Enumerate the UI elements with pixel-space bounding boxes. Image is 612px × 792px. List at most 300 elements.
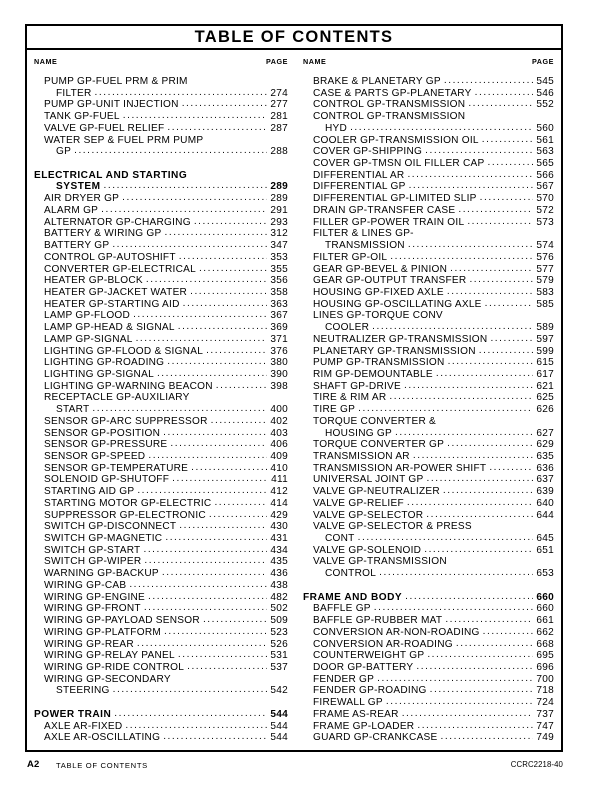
toc-entry-page: 312 bbox=[270, 228, 288, 240]
toc-entry[interactable] bbox=[34, 321, 288, 333]
toc-section-heading[interactable] bbox=[303, 591, 554, 603]
toc-entry-page: 560 bbox=[536, 122, 554, 134]
toc-leader-dots bbox=[144, 602, 267, 611]
toc-entry-page: 376 bbox=[270, 345, 288, 357]
toc-entry[interactable] bbox=[303, 251, 554, 263]
toc-entry[interactable] bbox=[34, 216, 288, 228]
toc-entry-page: 737 bbox=[536, 708, 554, 720]
toc-leader-dots bbox=[179, 520, 267, 529]
toc-entry-name: FILTER bbox=[56, 87, 92, 99]
toc-leader-dots bbox=[125, 720, 267, 729]
toc-entry[interactable] bbox=[303, 122, 554, 134]
toc-leader-dots bbox=[447, 286, 533, 295]
toc-leader-dots bbox=[483, 626, 533, 635]
toc-leader-dots bbox=[386, 696, 533, 705]
toc-entry[interactable] bbox=[34, 579, 288, 591]
toc-entry[interactable] bbox=[303, 286, 554, 298]
toc-entry-name: HEATER GP-BLOCK bbox=[44, 275, 143, 286]
toc-leader-dots bbox=[450, 263, 533, 272]
toc-entry-page: 635 bbox=[536, 451, 554, 462]
toc-section-heading[interactable] bbox=[34, 180, 288, 192]
toc-leader-dots bbox=[143, 544, 267, 553]
toc-entry[interactable] bbox=[303, 497, 554, 509]
toc-entry-name: WIRING GP-PAYLOAD SENSOR bbox=[44, 615, 200, 626]
toc-leader-dots bbox=[441, 731, 533, 740]
toc-entry[interactable] bbox=[303, 180, 554, 192]
toc-entry[interactable] bbox=[34, 509, 288, 521]
toc-entry-page: 287 bbox=[270, 122, 288, 134]
toc-leader-dots bbox=[316, 579, 533, 588]
toc-entry-name: SWITCH GP-START bbox=[44, 544, 141, 556]
toc-entry[interactable] bbox=[34, 638, 288, 650]
toc-entry[interactable] bbox=[34, 497, 288, 509]
toc-leader-dots bbox=[162, 567, 267, 576]
toc-entry[interactable] bbox=[34, 591, 288, 603]
toc-leader-dots bbox=[402, 708, 533, 717]
toc-entry[interactable] bbox=[303, 673, 554, 685]
toc-entry-name: SWITCH GP-WIPER bbox=[44, 556, 142, 568]
toc-entry[interactable] bbox=[303, 555, 554, 567]
toc-leader-dots bbox=[216, 380, 267, 389]
toc-entry[interactable] bbox=[303, 192, 554, 204]
toc-entry[interactable] bbox=[34, 87, 288, 99]
toc-entry-page: 621 bbox=[536, 380, 554, 392]
toc-entry[interactable] bbox=[34, 614, 288, 626]
left-column-header bbox=[34, 57, 288, 66]
toc-entry[interactable] bbox=[303, 520, 554, 532]
toc-leader-dots bbox=[114, 708, 267, 717]
toc-entry-page: 615 bbox=[536, 357, 554, 368]
toc-leader-dots bbox=[206, 134, 267, 143]
toc-entry[interactable] bbox=[34, 75, 288, 87]
toc-leader-dots bbox=[430, 684, 533, 693]
toc-entry-page: 438 bbox=[270, 579, 288, 591]
toc-entry[interactable] bbox=[303, 380, 554, 392]
toc-leader-dots bbox=[489, 462, 533, 471]
toc-entry-page: 573 bbox=[536, 216, 554, 228]
toc-entry[interactable] bbox=[34, 544, 288, 556]
toc-entry[interactable] bbox=[303, 731, 554, 743]
toc-entry[interactable] bbox=[34, 626, 288, 638]
toc-entry[interactable] bbox=[303, 145, 554, 157]
toc-entry[interactable] bbox=[303, 134, 554, 146]
toc-entry-name: RECEPTACLE GP-AUXILIARY bbox=[44, 392, 190, 404]
toc-entry-name: LIGHTING GP-WARNING BEACON bbox=[44, 380, 213, 392]
toc-entry-page: 724 bbox=[536, 697, 554, 708]
toc-leader-dots bbox=[174, 673, 267, 682]
toc-entry-page: 639 bbox=[536, 486, 554, 497]
toc-entry-name: LINES GP-TORQUE CONV bbox=[313, 310, 443, 322]
toc-entry[interactable] bbox=[303, 696, 554, 708]
toc-entry-name: CONTROL GP-TRANSMISSION bbox=[313, 111, 466, 122]
toc-entry[interactable] bbox=[34, 520, 288, 532]
toc-entry[interactable] bbox=[34, 274, 288, 286]
contents-columns bbox=[27, 50, 561, 750]
toc-entry-name: WIRING GP-ENGINE bbox=[44, 591, 146, 603]
toc-entry-name: POWER TRAIN bbox=[34, 708, 112, 720]
toc-entry[interactable] bbox=[34, 309, 288, 321]
toc-entry-page: 570 bbox=[536, 193, 554, 204]
toc-leader-dots bbox=[372, 321, 533, 330]
toc-entry[interactable] bbox=[34, 673, 288, 685]
toc-entry-name: PUMP GP-FUEL PRM & PRIM bbox=[44, 76, 188, 87]
toc-entry-page: 356 bbox=[270, 275, 288, 286]
toc-leader-dots bbox=[379, 567, 533, 576]
toc-leader-dots bbox=[358, 403, 533, 412]
toc-leader-dots bbox=[164, 227, 267, 236]
toc-entry[interactable] bbox=[34, 450, 288, 462]
toc-entry[interactable] bbox=[303, 239, 554, 251]
toc-leader-dots bbox=[417, 720, 533, 729]
right-header-page: PAGE bbox=[531, 57, 554, 66]
toc-entry-name: WIRING GP-FRONT bbox=[44, 603, 141, 615]
toc-entry-page: 542 bbox=[270, 685, 288, 697]
toc-entry-name: ALTERNATOR GP-CHARGING bbox=[44, 216, 191, 228]
toc-entry-name: HEATER GP-JACKET WATER bbox=[44, 286, 188, 298]
footer-document-code: CCRC2218-40 bbox=[510, 760, 563, 769]
toc-entry[interactable] bbox=[303, 567, 554, 579]
toc-entry-page: 749 bbox=[536, 732, 554, 743]
toc-entry-page: 435 bbox=[270, 556, 288, 568]
toc-entry-page: 640 bbox=[536, 497, 554, 509]
toc-entry[interactable] bbox=[303, 485, 554, 497]
toc-entry-name: ELECTRICAL AND STARTING bbox=[34, 169, 188, 181]
toc-entry[interactable] bbox=[34, 134, 288, 146]
toc-entry-name: FRAME GP-LOADER bbox=[313, 720, 415, 732]
toc-entry[interactable] bbox=[303, 427, 554, 439]
toc-entry[interactable] bbox=[34, 473, 288, 485]
toc-entry[interactable] bbox=[34, 298, 288, 310]
toc-entry-name: COVER GP-TMSN OIL FILLER CAP bbox=[313, 158, 485, 169]
toc-entry[interactable] bbox=[303, 98, 554, 110]
toc-leader-dots bbox=[191, 75, 267, 84]
toc-entry-page: 561 bbox=[536, 134, 554, 146]
toc-entry[interactable] bbox=[303, 169, 554, 181]
toc-entry-name: TRANSMISSION AR-POWER SHIFT bbox=[313, 462, 487, 474]
toc-leader-dots bbox=[377, 673, 533, 682]
toc-entry-page: 509 bbox=[270, 615, 288, 626]
toc-entry-name: TIRE & RIM AR bbox=[313, 392, 387, 404]
toc-entry[interactable] bbox=[34, 415, 288, 427]
toc-entry-page: 367 bbox=[270, 310, 288, 322]
toc-entry-page: 434 bbox=[270, 544, 288, 556]
toc-entry[interactable] bbox=[34, 602, 288, 614]
toc-entry-name: FRAME AND BODY bbox=[303, 591, 403, 603]
toc-entry-name: CONVERSION AR-NON-ROADING bbox=[313, 626, 480, 638]
toc-entry-page: 411 bbox=[271, 474, 288, 486]
toc-leader-dots bbox=[122, 192, 267, 201]
toc-leader-dots bbox=[468, 98, 533, 107]
toc-entry-page: 747 bbox=[536, 720, 554, 732]
toc-entry[interactable] bbox=[303, 473, 554, 485]
toc-entry-page: 380 bbox=[270, 357, 288, 368]
toc-entry[interactable] bbox=[303, 87, 554, 99]
toc-entry-name: FILTER & LINES GP- bbox=[313, 228, 414, 240]
toc-entry-name: COOLER bbox=[325, 322, 370, 333]
toc-entry-page: 291 bbox=[270, 204, 288, 216]
toc-leader-dots bbox=[404, 380, 533, 389]
toc-entry[interactable] bbox=[303, 438, 554, 450]
toc-leader-dots bbox=[485, 298, 533, 307]
toc-entry[interactable] bbox=[34, 391, 288, 403]
toc-entry[interactable] bbox=[34, 239, 288, 251]
toc-entry[interactable] bbox=[34, 333, 288, 345]
toc-entry-page: 274 bbox=[270, 87, 288, 99]
toc-entry[interactable] bbox=[303, 602, 554, 614]
toc-entry[interactable] bbox=[34, 649, 288, 661]
toc-entry[interactable] bbox=[303, 415, 554, 427]
toc-entry[interactable] bbox=[303, 391, 554, 403]
toc-entry[interactable] bbox=[34, 122, 288, 134]
toc-entry-name: SENSOR GP-PRESSURE bbox=[44, 439, 168, 450]
toc-entry-page: 369 bbox=[270, 322, 288, 333]
toc-leader-dots bbox=[409, 180, 533, 189]
toc-entry-page: 358 bbox=[270, 286, 288, 298]
toc-entry[interactable] bbox=[303, 309, 554, 321]
toc-leader-dots bbox=[172, 473, 267, 482]
toc-entry-page: 436 bbox=[270, 568, 288, 579]
toc-section-heading[interactable] bbox=[34, 169, 288, 181]
toc-entry-page: 390 bbox=[270, 368, 288, 380]
toc-section-heading[interactable] bbox=[34, 708, 288, 720]
toc-entry[interactable] bbox=[303, 263, 554, 275]
toc-entry[interactable] bbox=[34, 661, 288, 673]
toc-entry-name: CONT bbox=[325, 533, 355, 544]
toc-entry[interactable] bbox=[34, 251, 288, 263]
toc-leader-dots bbox=[137, 638, 267, 647]
toc-leader-dots bbox=[148, 591, 267, 600]
toc-entry[interactable] bbox=[303, 626, 554, 638]
toc-leader-dots bbox=[203, 614, 267, 623]
toc-leader-dots bbox=[157, 368, 267, 377]
toc-leader-dots bbox=[475, 520, 533, 529]
toc-entry-name: COVER GP-SHIPPING bbox=[313, 146, 423, 158]
toc-entry-page: 661 bbox=[536, 615, 554, 626]
toc-entry[interactable] bbox=[34, 98, 288, 110]
toc-entry-name: WIRING GP-REAR bbox=[44, 638, 134, 650]
toc-entry-name: HOUSING GP-OSCILLATING AXLE bbox=[313, 298, 482, 310]
toc-entry[interactable] bbox=[34, 403, 288, 415]
toc-leader-dots bbox=[183, 298, 267, 307]
toc-entry-name: COUNTERWEIGHT GP bbox=[313, 650, 425, 661]
toc-entry-name: FENDER GP-ROADING bbox=[313, 685, 427, 697]
toc-entry-name: HOUSING GP bbox=[325, 427, 392, 439]
toc-entry[interactable] bbox=[303, 356, 554, 368]
toc-entry[interactable] bbox=[34, 532, 288, 544]
toc-entry-name: GP bbox=[56, 146, 72, 158]
toc-spacer bbox=[34, 696, 288, 708]
toc-entry[interactable] bbox=[303, 661, 554, 673]
toc-leader-dots bbox=[165, 532, 267, 541]
toc-entry-page: 371 bbox=[270, 333, 288, 345]
toc-entry[interactable] bbox=[303, 345, 554, 357]
toc-entry[interactable] bbox=[34, 462, 288, 474]
toc-leader-dots bbox=[113, 684, 267, 693]
toc-leader-dots bbox=[47, 696, 267, 705]
toc-leader-dots bbox=[424, 544, 533, 553]
toc-entry[interactable] bbox=[34, 263, 288, 275]
toc-entry-page: 537 bbox=[270, 661, 288, 673]
toc-leader-dots bbox=[187, 661, 267, 670]
toc-leader-dots bbox=[427, 649, 533, 658]
toc-entry-page: 430 bbox=[270, 521, 288, 533]
toc-entry[interactable] bbox=[303, 403, 554, 415]
toc-entry[interactable] bbox=[303, 450, 554, 462]
toc-entry-name: HEATER GP-STARTING AID bbox=[44, 298, 180, 310]
toc-entry-name: FILLER GP-POWER TRAIN OIL bbox=[313, 216, 465, 228]
toc-entry[interactable] bbox=[303, 157, 554, 169]
toc-entry-page: 617 bbox=[536, 368, 554, 380]
toc-entry[interactable] bbox=[303, 227, 554, 239]
toc-entry-name: WIRING GP-RELAY PANEL bbox=[44, 650, 175, 661]
toc-entry-name: FENDER GP bbox=[313, 673, 375, 685]
toc-entry[interactable] bbox=[303, 462, 554, 474]
toc-entry-name: LAMP GP-SIGNAL bbox=[44, 333, 133, 345]
toc-entry[interactable] bbox=[34, 485, 288, 497]
toc-entry-name: SENSOR GP-TEMPERATURE bbox=[44, 462, 189, 474]
toc-entry[interactable] bbox=[34, 145, 288, 157]
toc-entry-page: 526 bbox=[270, 638, 288, 650]
toc-entry-page: 277 bbox=[270, 99, 288, 111]
toc-entry-name: PUMP GP-TRANSMISSION bbox=[313, 357, 445, 368]
toc-entry[interactable] bbox=[303, 216, 554, 228]
toc-entry-page: 398 bbox=[270, 380, 288, 392]
right-entry-list bbox=[303, 75, 554, 743]
table-of-contents-box bbox=[25, 24, 563, 752]
page-footer bbox=[25, 759, 563, 773]
toc-entry[interactable] bbox=[34, 110, 288, 122]
toc-entry[interactable] bbox=[303, 649, 554, 661]
toc-entry-name: CONTROL bbox=[325, 568, 377, 579]
toc-entry[interactable] bbox=[303, 204, 554, 216]
toc-entry[interactable] bbox=[303, 110, 554, 122]
toc-leader-dots bbox=[95, 87, 267, 96]
toc-entry[interactable] bbox=[303, 509, 554, 521]
toc-entry[interactable] bbox=[34, 286, 288, 298]
toc-leader-dots bbox=[190, 286, 267, 295]
toc-leader-dots bbox=[133, 309, 267, 318]
toc-leader-dots bbox=[190, 169, 267, 178]
toc-entry-name: COOLER GP-TRANSMISSION OIL bbox=[313, 134, 479, 146]
toc-leader-dots bbox=[408, 239, 533, 248]
toc-entry-name: CONTROL GP-AUTOSHIFT bbox=[44, 251, 176, 263]
toc-leader-dots bbox=[191, 462, 267, 471]
toc-entry-name: SWITCH GP-DISCONNECT bbox=[44, 521, 177, 533]
toc-entry-page: 567 bbox=[536, 181, 554, 193]
toc-entry[interactable] bbox=[34, 192, 288, 204]
toc-leader-dots bbox=[92, 403, 267, 412]
toc-entry[interactable] bbox=[34, 356, 288, 368]
toc-leader-dots bbox=[167, 356, 267, 365]
toc-entry-name: BATTERY & WIRING GP bbox=[44, 228, 162, 240]
toc-entry-name: GEAR GP-OUTPUT TRANSFER bbox=[313, 275, 467, 286]
toc-entry-name: VALVE GP-TRANSMISSION bbox=[313, 556, 447, 568]
toc-entry[interactable] bbox=[34, 684, 288, 696]
toc-entry[interactable] bbox=[34, 380, 288, 392]
toc-entry[interactable] bbox=[34, 345, 288, 357]
toc-spacer bbox=[303, 579, 554, 591]
toc-entry-page: 545 bbox=[536, 76, 554, 87]
toc-entry[interactable] bbox=[34, 555, 288, 567]
toc-entry-page: 353 bbox=[270, 251, 288, 263]
toc-leader-dots bbox=[488, 157, 533, 166]
toc-entry-page: 579 bbox=[536, 275, 554, 286]
toc-entry-page: 410 bbox=[270, 462, 288, 474]
toc-entry[interactable] bbox=[303, 321, 554, 333]
toc-entry-page: 589 bbox=[536, 322, 554, 333]
toc-entry-page: 409 bbox=[270, 451, 288, 462]
toc-entry-page: 431 bbox=[270, 533, 288, 544]
toc-entry[interactable] bbox=[303, 684, 554, 696]
toc-entry[interactable] bbox=[303, 544, 554, 556]
toc-entry[interactable] bbox=[34, 720, 288, 732]
toc-entry[interactable] bbox=[34, 227, 288, 239]
toc-entry[interactable] bbox=[303, 614, 554, 626]
toc-entry-name: CONVERSION AR-ROADING bbox=[313, 638, 453, 650]
toc-entry[interactable] bbox=[34, 368, 288, 380]
toc-leader-dots bbox=[194, 216, 267, 225]
toc-entry-name: SHAFT GP-DRIVE bbox=[313, 380, 402, 392]
toc-entry-page: 645 bbox=[536, 533, 554, 544]
toc-leader-dots bbox=[178, 649, 267, 658]
toc-leader-dots bbox=[444, 75, 533, 84]
toc-leader-dots bbox=[104, 180, 267, 189]
toc-entry-name: START bbox=[56, 404, 90, 415]
toc-entry[interactable] bbox=[303, 638, 554, 650]
toc-entry-name: WIRING GP-PLATFORM bbox=[44, 626, 162, 638]
toc-leader-dots bbox=[199, 263, 267, 272]
toc-entry-name: UNIVERSAL JOINT GP bbox=[313, 474, 424, 486]
toc-entry[interactable] bbox=[303, 720, 554, 732]
toc-entry[interactable] bbox=[303, 274, 554, 286]
toc-entry-page: 363 bbox=[270, 298, 288, 310]
right-header-name: NAME bbox=[303, 57, 327, 66]
toc-entry-name: TANK GP-FUEL bbox=[44, 111, 120, 122]
toc-entry[interactable] bbox=[34, 438, 288, 450]
toc-leader-dots bbox=[164, 626, 267, 635]
toc-entry[interactable] bbox=[303, 708, 554, 720]
toc-entry[interactable] bbox=[303, 298, 554, 310]
toc-entry-name: STARTING MOTOR GP-ELECTRIC bbox=[44, 497, 212, 509]
toc-entry[interactable] bbox=[34, 427, 288, 439]
toc-entry[interactable] bbox=[303, 333, 554, 345]
toc-leader-dots bbox=[144, 555, 267, 564]
toc-entry[interactable] bbox=[34, 204, 288, 216]
toc-entry[interactable] bbox=[34, 567, 288, 579]
toc-entry-page: 563 bbox=[536, 146, 554, 158]
toc-entry-page: 576 bbox=[536, 251, 554, 263]
toc-entry-name: LIGHTING GP-FLOOD & SIGNAL bbox=[44, 345, 204, 357]
toc-leader-dots bbox=[456, 638, 533, 647]
toc-leader-dots bbox=[458, 204, 533, 213]
toc-entry[interactable] bbox=[303, 532, 554, 544]
toc-entry[interactable] bbox=[303, 368, 554, 380]
toc-leader-dots bbox=[436, 368, 533, 377]
toc-entry-page: 644 bbox=[536, 509, 554, 521]
toc-entry-name: SENSOR GP-SPEED bbox=[44, 451, 146, 462]
toc-leader-dots bbox=[416, 661, 533, 670]
toc-entry[interactable] bbox=[303, 75, 554, 87]
toc-entry-name: VALVE GP-RELIEF bbox=[313, 497, 404, 509]
toc-entry[interactable] bbox=[34, 731, 288, 743]
toc-entry-page: 585 bbox=[536, 298, 554, 310]
footer-label: TABLE OF CONTENTS bbox=[56, 760, 148, 770]
toc-entry-name: AXLE AR-FIXED bbox=[44, 720, 123, 732]
toc-entry-page: 625 bbox=[536, 392, 554, 404]
toc-entry-page: 412 bbox=[270, 486, 288, 497]
toc-leader-dots bbox=[137, 485, 267, 494]
toc-entry-name: FILTER GP-OIL bbox=[313, 251, 388, 263]
